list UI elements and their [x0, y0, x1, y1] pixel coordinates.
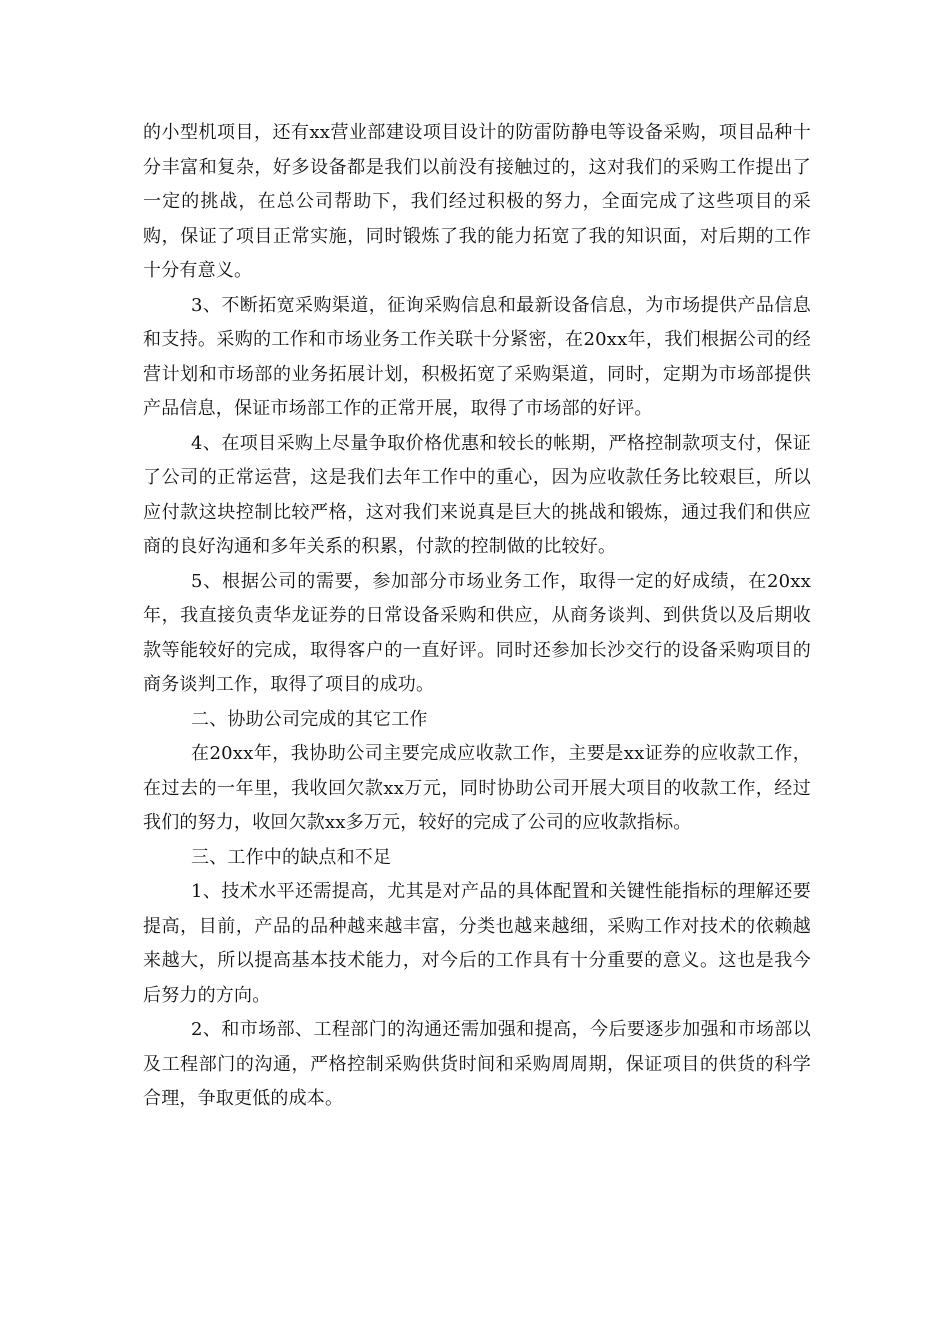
- section-heading-other-work: 二、协助公司完成的其它工作: [191, 708, 428, 730]
- paragraph-continued-project-summary: 的小型机项目，还有xx营业部建设项目设计的防雷防静电等设备采购，项目品种十分丰富和复杂，好多设备都是我们以前没有接触过的，这对我们的采购工作提出了一定的挑战，在总公司帮助下，我们经过积极的努力，全面完成了这些项目的采购，保证了项目正常实施，同时锻炼了我的能力拓宽了我的知识面，对后期的工作十分有意义。: [143, 122, 811, 281]
- paragraph-shortcoming-communication: 2、和市场部、工程部门的沟通还需加强和提高，今后要逐步加强和市场部以及工程部门的沟通，严格控制采购供货时间和采购周周期，保证项目的供货的科学合理，争取更低的成本。: [143, 1019, 811, 1109]
- paragraph-receivables-work: 在20xx年，我协助公司主要完成应收款工作，主要是xx证券的应收款工作，在过去的一年里，我收回欠款xx万元，同时协助公司开展大项目的收款工作，经过我们的努力，收回欠款xx多万元，较好的完成了公司的应收款指标。: [143, 743, 811, 833]
- paragraph-item-3-procurement-channels: 3、不断拓宽采购渠道，征询采购信息和最新设备信息，为市场提供产品信息和支持。采购的工作和市场业务工作关联十分紧密，在20xx年，我们根据公司的经营计划和市场部的业务拓展计划，积极拓宽了采购渠道，同时，定期为市场部提供产品信息，保证市场部工作的正常开展，取得了市场部的好评。: [143, 294, 811, 419]
- paragraph-item-4-payment-control: 4、在项目采购上尽量争取价格优惠和较长的帐期，严格控制款项支付，保证了公司的正常运营，这是我们去年工作中的重心，因为应收款任务比较艰巨，所以应付款这块控制比较严格，这对我们来说真是巨大的挑战和锻炼，通过我们和供应商的良好沟通和多年关系的积累，付款的控制做的比较好。: [143, 432, 811, 557]
- paragraph-shortcoming-technical-skills: 1、技术水平还需提高，尤其是对产品的具体配置和关键性能指标的理解还要提高，目前，产品的品种越来越丰富，分类也越来越细，采购工作对技术的依赖越来越大，所以提高基本技术能力，对今后的工作具有十分重要的意义。这也是我今后努力的方向。: [143, 881, 811, 1006]
- document-body: [143, 116, 811, 1117]
- section-heading-shortcomings: 三、工作中的缺点和不足: [191, 846, 392, 868]
- paragraph-item-5-market-business: 5、根据公司的需要，参加部分市场业务工作，取得一定的好成绩，在20xx年，我直接负责华龙证券的日常设备采购和供应，从商务谈判、到供货以及后期收款等能较好的完成，取得客户的一直好评。同时还参加长沙交行的设备采购项目的商务谈判工作，取得了项目的成功。: [143, 570, 811, 695]
